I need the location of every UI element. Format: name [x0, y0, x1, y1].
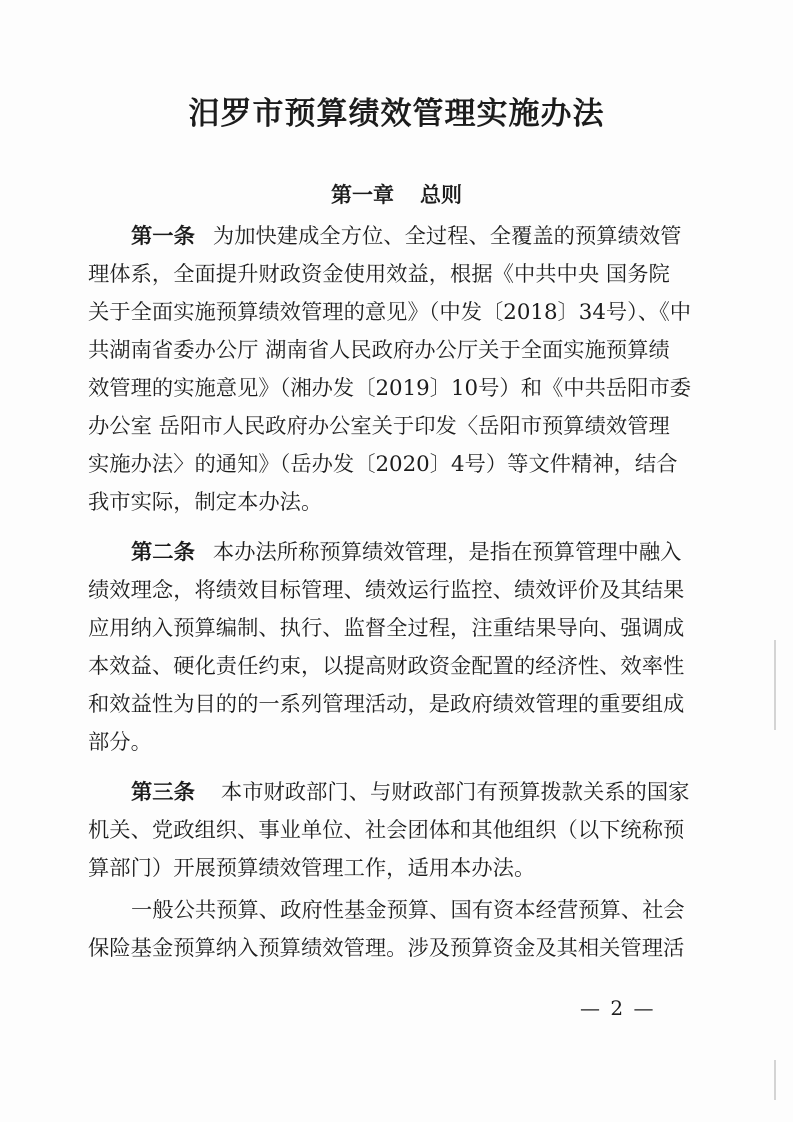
chapter-number: 第一章 — [331, 182, 394, 207]
scan-edge-mark — [774, 1060, 776, 1100]
article-label: 第一条 — [131, 224, 195, 249]
paragraph-line: 效管理的实施意见》（湘办发〔2019〕10号）和《中共岳阳市委 — [88, 376, 692, 401]
paragraph-line: 实施办法〉的通知》（岳办发〔2020〕4号）等文件精神，结合 — [88, 452, 678, 477]
paragraph-line — [88, 892, 692, 930]
document-title: 汨罗市预算绩效管理实施办法 — [188, 96, 605, 132]
page-number: — 2 — — [580, 996, 656, 1020]
article-label: 第二条 — [131, 540, 195, 565]
scan-edge-mark — [774, 640, 776, 730]
chapter-heading — [0, 180, 793, 210]
paragraph-line: 应用纳入预算编制、执行、监督全过程，注重结果导向、强调成 — [88, 616, 685, 641]
paragraph-line: 共湖南省委办公厅 湖南省人民政府办公厅关于全面实施预算绩 — [88, 338, 670, 363]
paragraph-line — [88, 534, 692, 572]
paragraph-line: 绩效理念，将绩效目标管理、绩效运行监控、绩效评价及其结果 — [88, 578, 685, 603]
line-text: 一般公共预算、政府性基金预算、国有资本经营预算、社会 — [131, 898, 685, 923]
paragraph-line: 我市实际，制定本办法。 — [88, 490, 323, 515]
article-label: 第三条 — [131, 780, 195, 805]
paragraph-line — [88, 774, 692, 812]
line-text: 本办法所称预算绩效管理，是指在预算管理中融入 — [212, 540, 682, 565]
paragraph-line: 部分。 — [88, 730, 152, 755]
paragraph-line: 保险基金预算纳入预算绩效管理。涉及预算资金及其相关管理活 — [88, 936, 685, 961]
line-text: 为加快建成全方位、全过程、全覆盖的预算绩效管 — [212, 224, 682, 249]
line-text: 本市财政部门、与财政部门有预算拨款关系的国家 — [220, 780, 690, 805]
paragraph-line: 算部门）开展预算绩效管理工作，适用本办法。 — [88, 856, 536, 881]
paragraph-line: 机关、党政组织、事业单位、社会团体和其他组织（以下统称预 — [88, 818, 685, 843]
chapter-name: 总则 — [420, 182, 462, 207]
paragraph-line — [88, 218, 692, 256]
paragraph-line: 办公室 岳阳市人民政府办公室关于印发〈岳阳市预算绩效管理 — [88, 414, 670, 439]
paragraph-line: 关于全面实施预算绩效管理的意见》（中发〔2018〕34号）、《中 — [88, 300, 692, 325]
paragraph-line: 和效益性为目的的一系列管理活动，是政府绩效管理的重要组成 — [88, 692, 685, 717]
paragraph-line: 理体系，全面提升财政资金使用效益，根据《中共中央 国务院 — [88, 262, 670, 287]
paragraph-line: 本效益、硬化责任约束，以提高财政资金配置的经济性、效率性 — [88, 654, 685, 679]
